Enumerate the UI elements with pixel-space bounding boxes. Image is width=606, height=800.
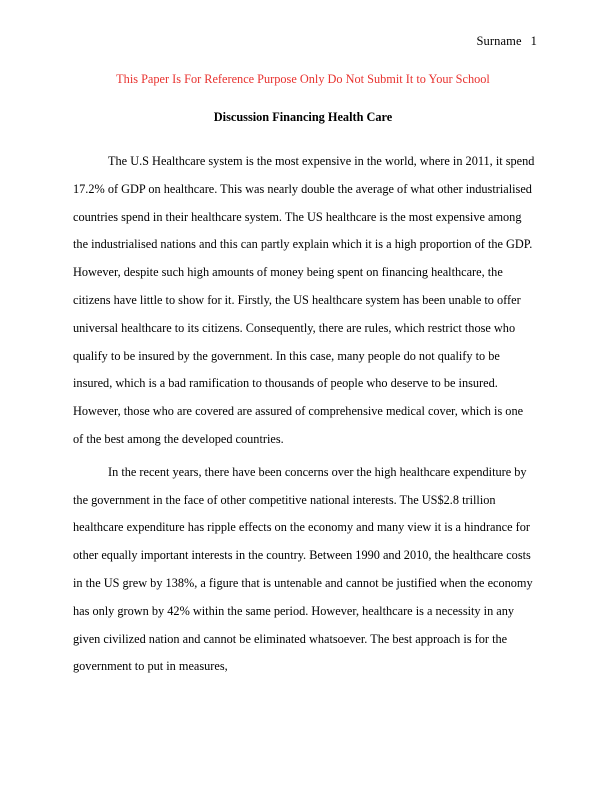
page-number: 1 (530, 34, 537, 48)
document-title: Discussion Financing Health Care (213, 110, 393, 124)
paragraph-2: In the recent years, there have been concerns over the high healthcare expenditure by the government in the face of other competitive national interests. The US$2.8 trillion healthcare expenditure has ripple effects on the economy and many view it is a hindrance for other equally important interests in the country. Between 1990 and 2010, the healthcare costs in the US grew by 138%, a figure that is untenable and cannot be justified when the economy has only grown by 42% within the same period. However, healthcare is a necessity in any given civilized nation and cannot be eliminated whatsoever. The best approach is for the government to put in measures, (73, 464, 533, 674)
paragraph-1: The U.S Healthcare system is the most expensive in the world, where in 2011, it spend 17.2% of GDP on healthcare. This was nearly double the average of what other industrialised countries spend in their healthcare system. The US healthcare is the most expensive among the industrialised nations and this can partly explain which it is a high proportion of the GDP. However, despite such high amounts of money being spent on financing healthcare, the citizens have little to show for it. Firstly, the US healthcare system has been unable to offer universal healthcare to its citizens. Consequently, there are rules, which restrict those who qualify to be insured by the government. In this case, many people do not qualify to be insured, which is a bad ramification to thousands of people who deserve to be insured. However, those who are covered are assured of comprehensive medical cover, which is one of the best among the developed countries. (73, 154, 535, 446)
running-header (477, 34, 538, 49)
document-body (73, 148, 535, 681)
header-surname: Surname (476, 34, 522, 48)
reference-notice: This Paper Is For Reference Purpose Only Do Not Submit It to Your School (116, 72, 490, 86)
